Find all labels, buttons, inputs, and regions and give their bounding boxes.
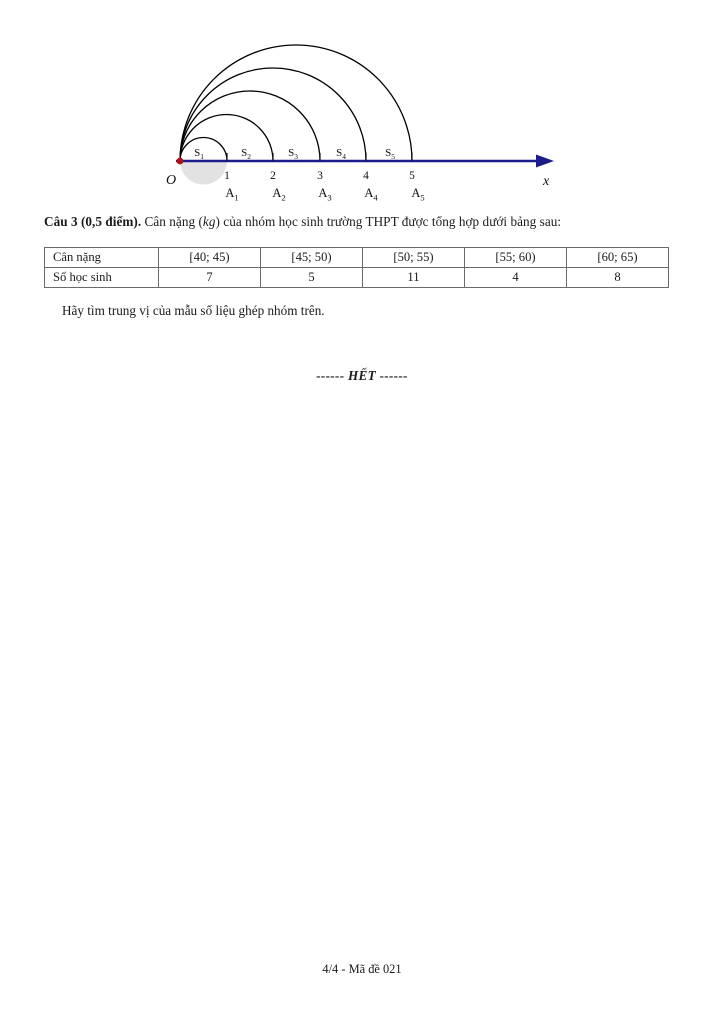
point-label-sub-3: 3 (327, 192, 332, 203)
question-statement (44, 213, 684, 231)
row-header-weight: Cân nặng (45, 248, 159, 268)
svg-text:A2 (272, 186, 285, 203)
tick-number-5: 5 (409, 170, 415, 182)
weight-frequency-table (44, 247, 669, 288)
segment-label-sub-2: 2 (247, 152, 251, 161)
unit-paren-open: ( (198, 214, 203, 229)
segment-label-sub-4: 4 (342, 152, 346, 161)
point-label-base-3: A (318, 186, 328, 200)
cell-count-1: 7 (159, 268, 261, 288)
point-label-base-1: A (225, 186, 235, 200)
svg-text:S1 (194, 147, 204, 161)
table-row-student-count (45, 268, 669, 288)
question-text-after-unit: của nhóm học sinh trường THPT được tổng hợp dưới bảng sau: (219, 214, 562, 229)
point-label-sub-5: 5 (420, 192, 425, 203)
shaded-semicircle-region (180, 161, 227, 185)
question-prompt: Hãy tìm trung vị của mẫu số liệu ghép nhóm trên. (62, 303, 325, 318)
segment-label-base-5: S (385, 147, 392, 159)
question-number-label: Câu 3 (0,5 điểm). (44, 214, 142, 229)
cell-count-4: 4 (465, 268, 567, 288)
point-label-base-4: A (364, 186, 374, 200)
cell-bin-1: [40; 45) (159, 248, 261, 268)
row-header-student-count: Số học sinh (45, 268, 159, 288)
cell-bin-4: [55; 60) (465, 248, 567, 268)
unit-paren-close: ) (215, 214, 220, 229)
svg-text:A4 (364, 186, 378, 203)
cell-bin-2: [45; 50) (261, 248, 363, 268)
point-labels (225, 186, 424, 203)
point-label-base-2: A (272, 186, 282, 200)
svg-text:S5 (385, 147, 395, 161)
segment-label-base-3: S (288, 147, 295, 159)
point-label-sub-2: 2 (281, 192, 286, 203)
tick-number-2: 2 (270, 170, 276, 182)
svg-text:S3 (288, 147, 298, 161)
svg-text:A1 (225, 186, 238, 203)
cell-bin-3: [50; 55) (363, 248, 465, 268)
arc-s5 (180, 45, 412, 161)
x-axis-label: x (543, 174, 550, 189)
svg-text:A3 (318, 186, 331, 203)
segment-label-base-1: S (194, 147, 201, 159)
tick-number-4: 4 (363, 170, 369, 182)
point-label-sub-1: 1 (234, 192, 239, 203)
svg-text:A5 (411, 186, 424, 203)
point-label-base-5: A (411, 186, 421, 200)
unit-kg: kg (202, 214, 216, 229)
segment-label-sub-1: 1 (200, 152, 204, 161)
origin-label: O (166, 173, 177, 188)
svg-text:S2 (241, 147, 251, 161)
segment-label-sub-3: 3 (294, 152, 298, 161)
question-text-before-unit: Cân nặng (141, 214, 199, 229)
segment-label-base-4: S (336, 147, 343, 159)
origin-point-dot (177, 158, 184, 165)
cell-count-2: 5 (261, 268, 363, 288)
tick-number-1: 1 (224, 170, 230, 182)
x-axis (176, 155, 554, 168)
end-of-exam-marker: ------ HẾT ------ (316, 368, 408, 383)
cell-count-3: 11 (363, 268, 465, 288)
tick-number-3: 3 (317, 170, 323, 182)
semicircle-number-line-figure (0, 0, 724, 210)
segment-label-sub-5: 5 (391, 152, 395, 161)
segment-label-base-2: S (241, 147, 248, 159)
svg-text:S4 (336, 147, 346, 161)
page-footer: 4/4 - Mã đề 021 (322, 962, 402, 976)
table-row-weight (45, 248, 669, 268)
cell-count-5: 8 (567, 268, 669, 288)
cell-bin-5: [60; 65) (567, 248, 669, 268)
point-label-sub-4: 4 (373, 192, 378, 203)
